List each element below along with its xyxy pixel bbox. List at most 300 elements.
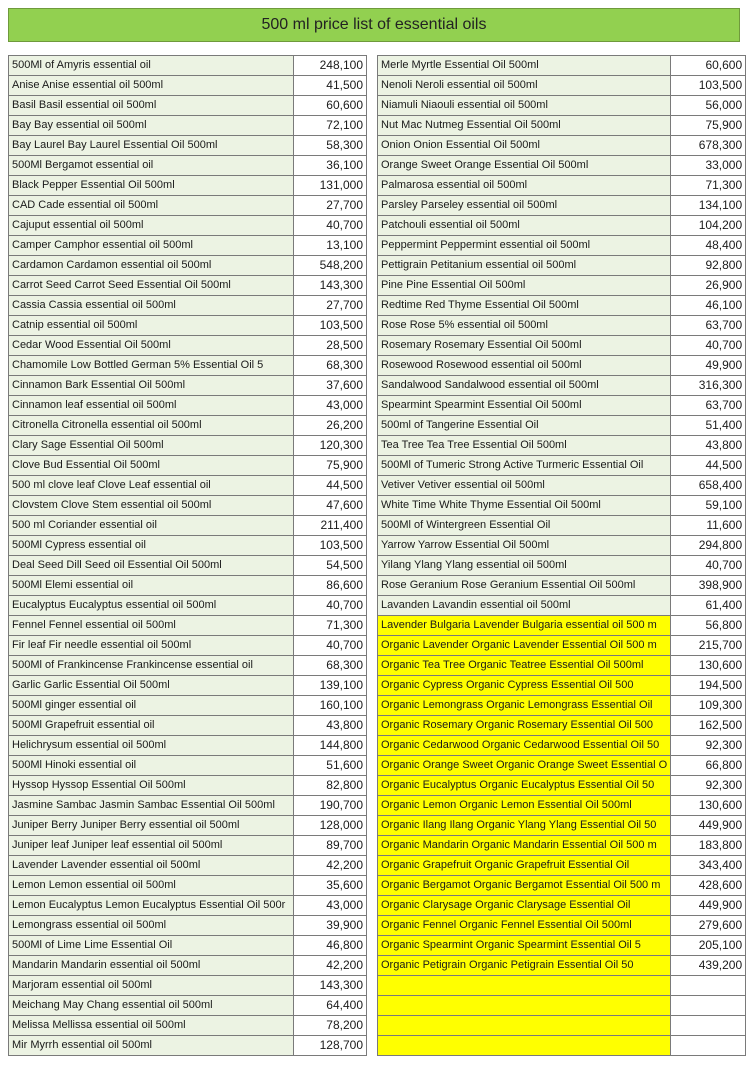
price-cell [671, 976, 746, 996]
price-cell: 134,100 [671, 196, 746, 216]
table-row [378, 516, 746, 536]
table-row [9, 476, 367, 496]
table-row [378, 496, 746, 516]
table-row [378, 316, 746, 336]
oil-name-cell: Citronella Citronella essential oil 500ml [9, 416, 294, 436]
oil-name-cell: Fennel Fennel essential oil 500ml [9, 616, 294, 636]
price-cell [671, 1016, 746, 1036]
price-cell: 46,800 [294, 936, 367, 956]
oil-name-cell: Fir leaf Fir needle essential oil 500ml [9, 636, 294, 656]
oil-name-cell: Nenoli Neroli essential oil 500ml [378, 76, 671, 96]
table-row [378, 156, 746, 176]
table-row [378, 376, 746, 396]
oil-name-cell: Pine Pine Essential Oil 500ml [378, 276, 671, 296]
oil-name-cell: 500Ml Hinoki essential oil [9, 756, 294, 776]
table-row [378, 836, 746, 856]
table-row [378, 716, 746, 736]
table-row [378, 576, 746, 596]
oil-name-cell: 500Ml of Amyris essential oil [9, 56, 294, 76]
oil-name-cell: Tea Tree Tea Tree Essential Oil 500ml [378, 436, 671, 456]
table-row [9, 896, 367, 916]
price-cell: 61,400 [671, 596, 746, 616]
price-cell: 128,700 [294, 1036, 367, 1056]
oil-name-cell: 500Ml Elemi essential oil [9, 576, 294, 596]
price-cell: 92,800 [671, 256, 746, 276]
table-row [9, 116, 367, 136]
table-row [378, 536, 746, 556]
oil-name-cell: Clary Sage Essential Oil 500ml [9, 436, 294, 456]
table-row [9, 316, 367, 336]
table-row [378, 196, 746, 216]
table-row [9, 796, 367, 816]
price-cell: 130,600 [671, 796, 746, 816]
oil-name-cell: 500Ml of Tumeric Strong Active Turmeric Essential Oil [378, 456, 671, 476]
table-row [9, 976, 367, 996]
table-row [9, 676, 367, 696]
oil-name-cell: 500Ml of Lime Lime Essential Oil [9, 936, 294, 956]
price-cell: 103,500 [294, 316, 367, 336]
price-cell: 37,600 [294, 376, 367, 396]
price-cell: 398,900 [671, 576, 746, 596]
price-cell: 35,600 [294, 876, 367, 896]
table-row [378, 456, 746, 476]
table-row [378, 856, 746, 876]
table-row [378, 676, 746, 696]
table-row [378, 1016, 746, 1036]
table-row [378, 256, 746, 276]
oil-name-cell: Spearmint Spearmint Essential Oil 500ml [378, 396, 671, 416]
price-cell: 44,500 [294, 476, 367, 496]
oil-name-cell [378, 976, 671, 996]
table-row [9, 216, 367, 236]
page-title: 500 ml price list of essential oils [8, 8, 740, 42]
oil-name-cell: Patchouli essential oil 500ml [378, 216, 671, 236]
oil-name-cell: 500Ml of Frankincense Frankincense essential oil [9, 656, 294, 676]
oil-name-cell: 500Ml of Wintergreen Essential Oil [378, 516, 671, 536]
price-cell: 44,500 [671, 456, 746, 476]
table-row [9, 1036, 367, 1056]
price-cell [671, 996, 746, 1016]
oil-name-cell: Organic Spearmint Organic Spearmint Essential Oil 5 [378, 936, 671, 956]
table-row [378, 96, 746, 116]
price-cell: 58,300 [294, 136, 367, 156]
price-cell: 41,500 [294, 76, 367, 96]
oil-name-cell: Juniper leaf Juniper leaf essential oil 500ml [9, 836, 294, 856]
price-cell: 40,700 [671, 336, 746, 356]
oil-name-cell: Organic Grapefruit Organic Grapefruit Essential Oil [378, 856, 671, 876]
price-cell: 46,100 [671, 296, 746, 316]
table-row [9, 336, 367, 356]
table-row [378, 936, 746, 956]
oil-name-cell: Organic Ilang Ilang Organic Ylang Ylang Essential Oil 50 [378, 816, 671, 836]
price-cell: 120,300 [294, 436, 367, 456]
price-cell: 56,000 [671, 96, 746, 116]
oil-name-cell: Black Pepper Essential Oil 500ml [9, 176, 294, 196]
table-row [378, 396, 746, 416]
oil-name-cell: Yilang Ylang Ylang essential oil 500ml [378, 556, 671, 576]
table-row [9, 916, 367, 936]
price-cell: 11,600 [671, 516, 746, 536]
oil-name-cell [378, 1036, 671, 1056]
oil-name-cell: CAD Cade essential oil 500ml [9, 196, 294, 216]
oil-name-cell: 500Ml Bergamot essential oil [9, 156, 294, 176]
table-row [9, 656, 367, 676]
oil-name-cell: Onion Onion Essential Oil 500ml [378, 136, 671, 156]
price-cell: 215,700 [671, 636, 746, 656]
oil-name-cell: Organic Cedarwood Organic Cedarwood Essential Oil 50 [378, 736, 671, 756]
table-row [378, 56, 746, 76]
price-table-left [8, 55, 367, 1056]
price-cell: 78,200 [294, 1016, 367, 1036]
oil-name-cell: White Time White Thyme Essential Oil 500ml [378, 496, 671, 516]
price-cell: 103,500 [671, 76, 746, 96]
price-cell: 92,300 [671, 776, 746, 796]
oil-name-cell: Carrot Seed Carrot Seed Essential Oil 500ml [9, 276, 294, 296]
price-cell: 49,900 [671, 356, 746, 376]
table-row [378, 896, 746, 916]
oil-name-cell: Organic Cypress Organic Cypress Essential Oil 500 [378, 676, 671, 696]
table-row [378, 1036, 746, 1056]
oil-name-cell: Organic Clarysage Organic Clarysage Essential Oil [378, 896, 671, 916]
oil-name-cell: Eucalyptus Eucalyptus essential oil 500ml [9, 596, 294, 616]
oil-name-cell: Mir Myrrh essential oil 500ml [9, 1036, 294, 1056]
price-cell: 51,600 [294, 756, 367, 776]
oil-name-cell: Orange Sweet Orange Essential Oil 500ml [378, 156, 671, 176]
table-row [378, 636, 746, 656]
price-cell: 294,800 [671, 536, 746, 556]
table-row [378, 116, 746, 136]
price-cell: 548,200 [294, 256, 367, 276]
price-cell: 658,400 [671, 476, 746, 496]
price-cell: 47,600 [294, 496, 367, 516]
table-row [9, 956, 367, 976]
price-cell: 26,900 [671, 276, 746, 296]
price-cell: 316,300 [671, 376, 746, 396]
price-cell: 43,800 [671, 436, 746, 456]
price-cell: 92,300 [671, 736, 746, 756]
oil-name-cell: Peppermint Peppermint essential oil 500ml [378, 236, 671, 256]
table-row [378, 336, 746, 356]
oil-name-cell: Helichrysum essential oil 500ml [9, 736, 294, 756]
table-row [9, 816, 367, 836]
oil-name-cell: Yarrow Yarrow Essential Oil 500ml [378, 536, 671, 556]
oil-name-cell: Mandarin Mandarin essential oil 500ml [9, 956, 294, 976]
table-row [9, 456, 367, 476]
oil-name-cell: 500Ml Grapefruit essential oil [9, 716, 294, 736]
oil-name-cell: Hyssop Hyssop Essential Oil 500ml [9, 776, 294, 796]
oil-name-cell: Vetiver Vetiver essential oil 500ml [378, 476, 671, 496]
oil-name-cell: Marjoram essential oil 500ml [9, 976, 294, 996]
price-cell: 42,200 [294, 956, 367, 976]
table-row [9, 536, 367, 556]
oil-name-cell: Rose Geranium Rose Geranium Essential Oil 500ml [378, 576, 671, 596]
price-cell: 131,000 [294, 176, 367, 196]
oil-name-cell: Organic Orange Sweet Organic Orange Sweet Essential O [378, 756, 671, 776]
price-cell: 28,500 [294, 336, 367, 356]
oil-name-cell: Catnip essential oil 500ml [9, 316, 294, 336]
price-cell: 190,700 [294, 796, 367, 816]
price-cell: 194,500 [671, 676, 746, 696]
price-cell: 63,700 [671, 316, 746, 336]
price-cell: 104,200 [671, 216, 746, 236]
price-cell: 60,600 [671, 56, 746, 76]
oil-name-cell: 500ml of Tangerine Essential Oil [378, 416, 671, 436]
table-row [378, 416, 746, 436]
oil-name-cell: Cedar Wood Essential Oil 500ml [9, 336, 294, 356]
price-cell: 13,100 [294, 236, 367, 256]
oil-name-cell: Rosewood Rosewood essential oil 500ml [378, 356, 671, 376]
price-cell: 27,700 [294, 296, 367, 316]
table-row [378, 176, 746, 196]
oil-name-cell: Garlic Garlic Essential Oil 500ml [9, 676, 294, 696]
price-cell: 211,400 [294, 516, 367, 536]
price-cell: 128,000 [294, 816, 367, 836]
table-row [9, 156, 367, 176]
price-cell: 144,800 [294, 736, 367, 756]
oil-name-cell: Basil Basil essential oil 500ml [9, 96, 294, 116]
table-row [9, 176, 367, 196]
table-row [9, 1016, 367, 1036]
oil-name-cell: Anise Anise essential oil 500ml [9, 76, 294, 96]
oil-name-cell: Lemon Lemon essential oil 500ml [9, 876, 294, 896]
table-row [9, 996, 367, 1016]
price-cell: 42,200 [294, 856, 367, 876]
oil-name-cell: Juniper Berry Juniper Berry essential oil 500ml [9, 816, 294, 836]
table-row [9, 436, 367, 456]
oil-name-cell: Niamuli Niaouli essential oil 500ml [378, 96, 671, 116]
price-cell: 82,800 [294, 776, 367, 796]
table-row [378, 776, 746, 796]
price-cell: 68,300 [294, 656, 367, 676]
price-cell: 43,000 [294, 896, 367, 916]
oil-name-cell: Cassia Cassia essential oil 500ml [9, 296, 294, 316]
oil-name-cell: Pettigrain Petitanium essential oil 500ml [378, 256, 671, 276]
oil-name-cell: 500Ml Cypress essential oil [9, 536, 294, 556]
table-row [378, 236, 746, 256]
table-row [378, 956, 746, 976]
table-row [378, 696, 746, 716]
price-cell: 109,300 [671, 696, 746, 716]
price-cell: 36,100 [294, 156, 367, 176]
oil-name-cell: Organic Lavender Organic Lavender Essential Oil 500 m [378, 636, 671, 656]
price-cell: 26,200 [294, 416, 367, 436]
oil-name-cell: Redtime Red Thyme Essential Oil 500ml [378, 296, 671, 316]
table-row [378, 976, 746, 996]
table-row [9, 836, 367, 856]
price-cell: 40,700 [671, 556, 746, 576]
table-row [9, 196, 367, 216]
table-row [9, 776, 367, 796]
oil-name-cell: Merle Myrtle Essential Oil 500ml [378, 56, 671, 76]
price-cell: 449,900 [671, 816, 746, 836]
oil-name-cell: Cinnamon Bark Essential Oil 500ml [9, 376, 294, 396]
oil-name-cell: Lemongrass essential oil 500ml [9, 916, 294, 936]
oil-name-cell: Camper Camphor essential oil 500ml [9, 236, 294, 256]
price-cell: 139,100 [294, 676, 367, 696]
price-cell: 54,500 [294, 556, 367, 576]
oil-name-cell [378, 996, 671, 1016]
price-cell: 678,300 [671, 136, 746, 156]
price-cell [671, 1036, 746, 1056]
oil-name-cell: Organic Fennel Organic Fennel Essential Oil 500ml [378, 916, 671, 936]
table-row [9, 736, 367, 756]
oil-name-cell: Chamomile Low Bottled German 5% Essential Oil 5 [9, 356, 294, 376]
table-row [9, 756, 367, 776]
table-row [378, 296, 746, 316]
table-row [9, 296, 367, 316]
oil-name-cell: Lemon Eucalyptus Lemon Eucalyptus Essential Oil 500r [9, 896, 294, 916]
table-row [9, 416, 367, 436]
price-cell: 71,300 [671, 176, 746, 196]
price-cell: 56,800 [671, 616, 746, 636]
oil-name-cell: Rose Rose 5% essential oil 500ml [378, 316, 671, 336]
oil-name-cell: Organic Rosemary Organic Rosemary Essential Oil 500 [378, 716, 671, 736]
table-row [9, 636, 367, 656]
price-cell: 160,100 [294, 696, 367, 716]
table-row [9, 496, 367, 516]
price-cell: 71,300 [294, 616, 367, 636]
table-row [378, 556, 746, 576]
table-row [9, 716, 367, 736]
oil-name-cell: 500Ml ginger essential oil [9, 696, 294, 716]
oil-name-cell: Sandalwood Sandalwood essential oil 500ml [378, 376, 671, 396]
oil-name-cell: Rosemary Rosemary Essential Oil 500ml [378, 336, 671, 356]
price-cell: 60,600 [294, 96, 367, 116]
oil-name-cell: Organic Mandarin Organic Mandarin Essential Oil 500 m [378, 836, 671, 856]
price-cell: 183,800 [671, 836, 746, 856]
table-row [9, 136, 367, 156]
oil-name-cell: Organic Eucalyptus Organic Eucalyptus Essential Oil 50 [378, 776, 671, 796]
table-row [9, 696, 367, 716]
price-cell: 27,700 [294, 196, 367, 216]
table-row [378, 736, 746, 756]
oil-name-cell: 500 ml clove leaf Clove Leaf essential oil [9, 476, 294, 496]
price-cell: 59,100 [671, 496, 746, 516]
table-row [9, 356, 367, 376]
price-cell: 66,800 [671, 756, 746, 776]
table-row [9, 516, 367, 536]
price-cell: 43,800 [294, 716, 367, 736]
table-row [378, 276, 746, 296]
table-row [378, 996, 746, 1016]
table-row [9, 276, 367, 296]
oil-name-cell [378, 1016, 671, 1036]
table-row [378, 136, 746, 156]
price-cell: 64,400 [294, 996, 367, 1016]
oil-name-cell: Lavender Bulgaria Lavender Bulgaria essential oil 500 m [378, 616, 671, 636]
oil-name-cell: Cajuput essential oil 500ml [9, 216, 294, 236]
oil-name-cell: Organic Tea Tree Organic Teatree Essential Oil 500ml [378, 656, 671, 676]
price-cell: 343,400 [671, 856, 746, 876]
oil-name-cell: Melissa Mellissa essential oil 500ml [9, 1016, 294, 1036]
table-row [9, 96, 367, 116]
oil-name-cell: Clovstem Clove Stem essential oil 500ml [9, 496, 294, 516]
table-row [378, 216, 746, 236]
table-row [378, 876, 746, 896]
oil-name-cell: Bay Laurel Bay Laurel Essential Oil 500ml [9, 136, 294, 156]
price-cell: 63,700 [671, 396, 746, 416]
price-cell: 103,500 [294, 536, 367, 556]
price-cell: 89,700 [294, 836, 367, 856]
price-cell: 75,900 [671, 116, 746, 136]
table-row [9, 236, 367, 256]
oil-name-cell: Lavender Lavender essential oil 500ml [9, 856, 294, 876]
price-table-right [377, 55, 746, 1056]
price-cell: 75,900 [294, 456, 367, 476]
price-cell: 51,400 [671, 416, 746, 436]
table-row [9, 76, 367, 96]
table-row [378, 436, 746, 456]
price-cell: 40,700 [294, 596, 367, 616]
oil-name-cell: Organic Bergamot Organic Bergamot Essential Oil 500 m [378, 876, 671, 896]
table-row [9, 576, 367, 596]
price-cell: 33,000 [671, 156, 746, 176]
table-row [378, 816, 746, 836]
table-row [9, 596, 367, 616]
price-cell: 72,100 [294, 116, 367, 136]
price-cell: 40,700 [294, 636, 367, 656]
oil-name-cell: Jasmine Sambac Jasmin Sambac Essential Oil 500ml [9, 796, 294, 816]
table-row [9, 56, 367, 76]
table-row [9, 256, 367, 276]
table-row [9, 936, 367, 956]
table-row [378, 476, 746, 496]
table-row [378, 76, 746, 96]
price-cell: 48,400 [671, 236, 746, 256]
oil-name-cell: Cardamon Cardamon essential oil 500ml [9, 256, 294, 276]
price-cell: 449,900 [671, 896, 746, 916]
price-cell: 162,500 [671, 716, 746, 736]
price-cell: 205,100 [671, 936, 746, 956]
table-row [9, 616, 367, 636]
table-row [378, 656, 746, 676]
table-row [9, 556, 367, 576]
price-cell: 439,200 [671, 956, 746, 976]
price-cell: 40,700 [294, 216, 367, 236]
price-cell: 248,100 [294, 56, 367, 76]
price-cell: 39,900 [294, 916, 367, 936]
price-cell: 143,300 [294, 976, 367, 996]
oil-name-cell: Nut Mac Nutmeg Essential Oil 500ml [378, 116, 671, 136]
table-row [9, 856, 367, 876]
oil-name-cell: 500 ml Coriander essential oil [9, 516, 294, 536]
table-row [378, 916, 746, 936]
table-row [378, 596, 746, 616]
price-cell: 130,600 [671, 656, 746, 676]
oil-name-cell: Deal Seed Dill Seed oil Essential Oil 500ml [9, 556, 294, 576]
oil-name-cell: Bay Bay essential oil 500ml [9, 116, 294, 136]
price-cell: 279,600 [671, 916, 746, 936]
price-cell: 86,600 [294, 576, 367, 596]
oil-name-cell: Lavanden Lavandin essential oil 500ml [378, 596, 671, 616]
table-row [9, 396, 367, 416]
price-cell: 68,300 [294, 356, 367, 376]
oil-name-cell: Meichang May Chang essential oil 500ml [9, 996, 294, 1016]
table-row [9, 876, 367, 896]
price-cell: 428,600 [671, 876, 746, 896]
table-row [378, 616, 746, 636]
oil-name-cell: Clove Bud Essential Oil 500ml [9, 456, 294, 476]
table-row [9, 376, 367, 396]
table-row [378, 796, 746, 816]
table-row [378, 756, 746, 776]
table-row [378, 356, 746, 376]
oil-name-cell: Palmarosa essential oil 500ml [378, 176, 671, 196]
price-cell: 43,000 [294, 396, 367, 416]
oil-name-cell: Cinnamon leaf essential oil 500ml [9, 396, 294, 416]
price-cell: 143,300 [294, 276, 367, 296]
oil-name-cell: Parsley Parseley essential oil 500ml [378, 196, 671, 216]
